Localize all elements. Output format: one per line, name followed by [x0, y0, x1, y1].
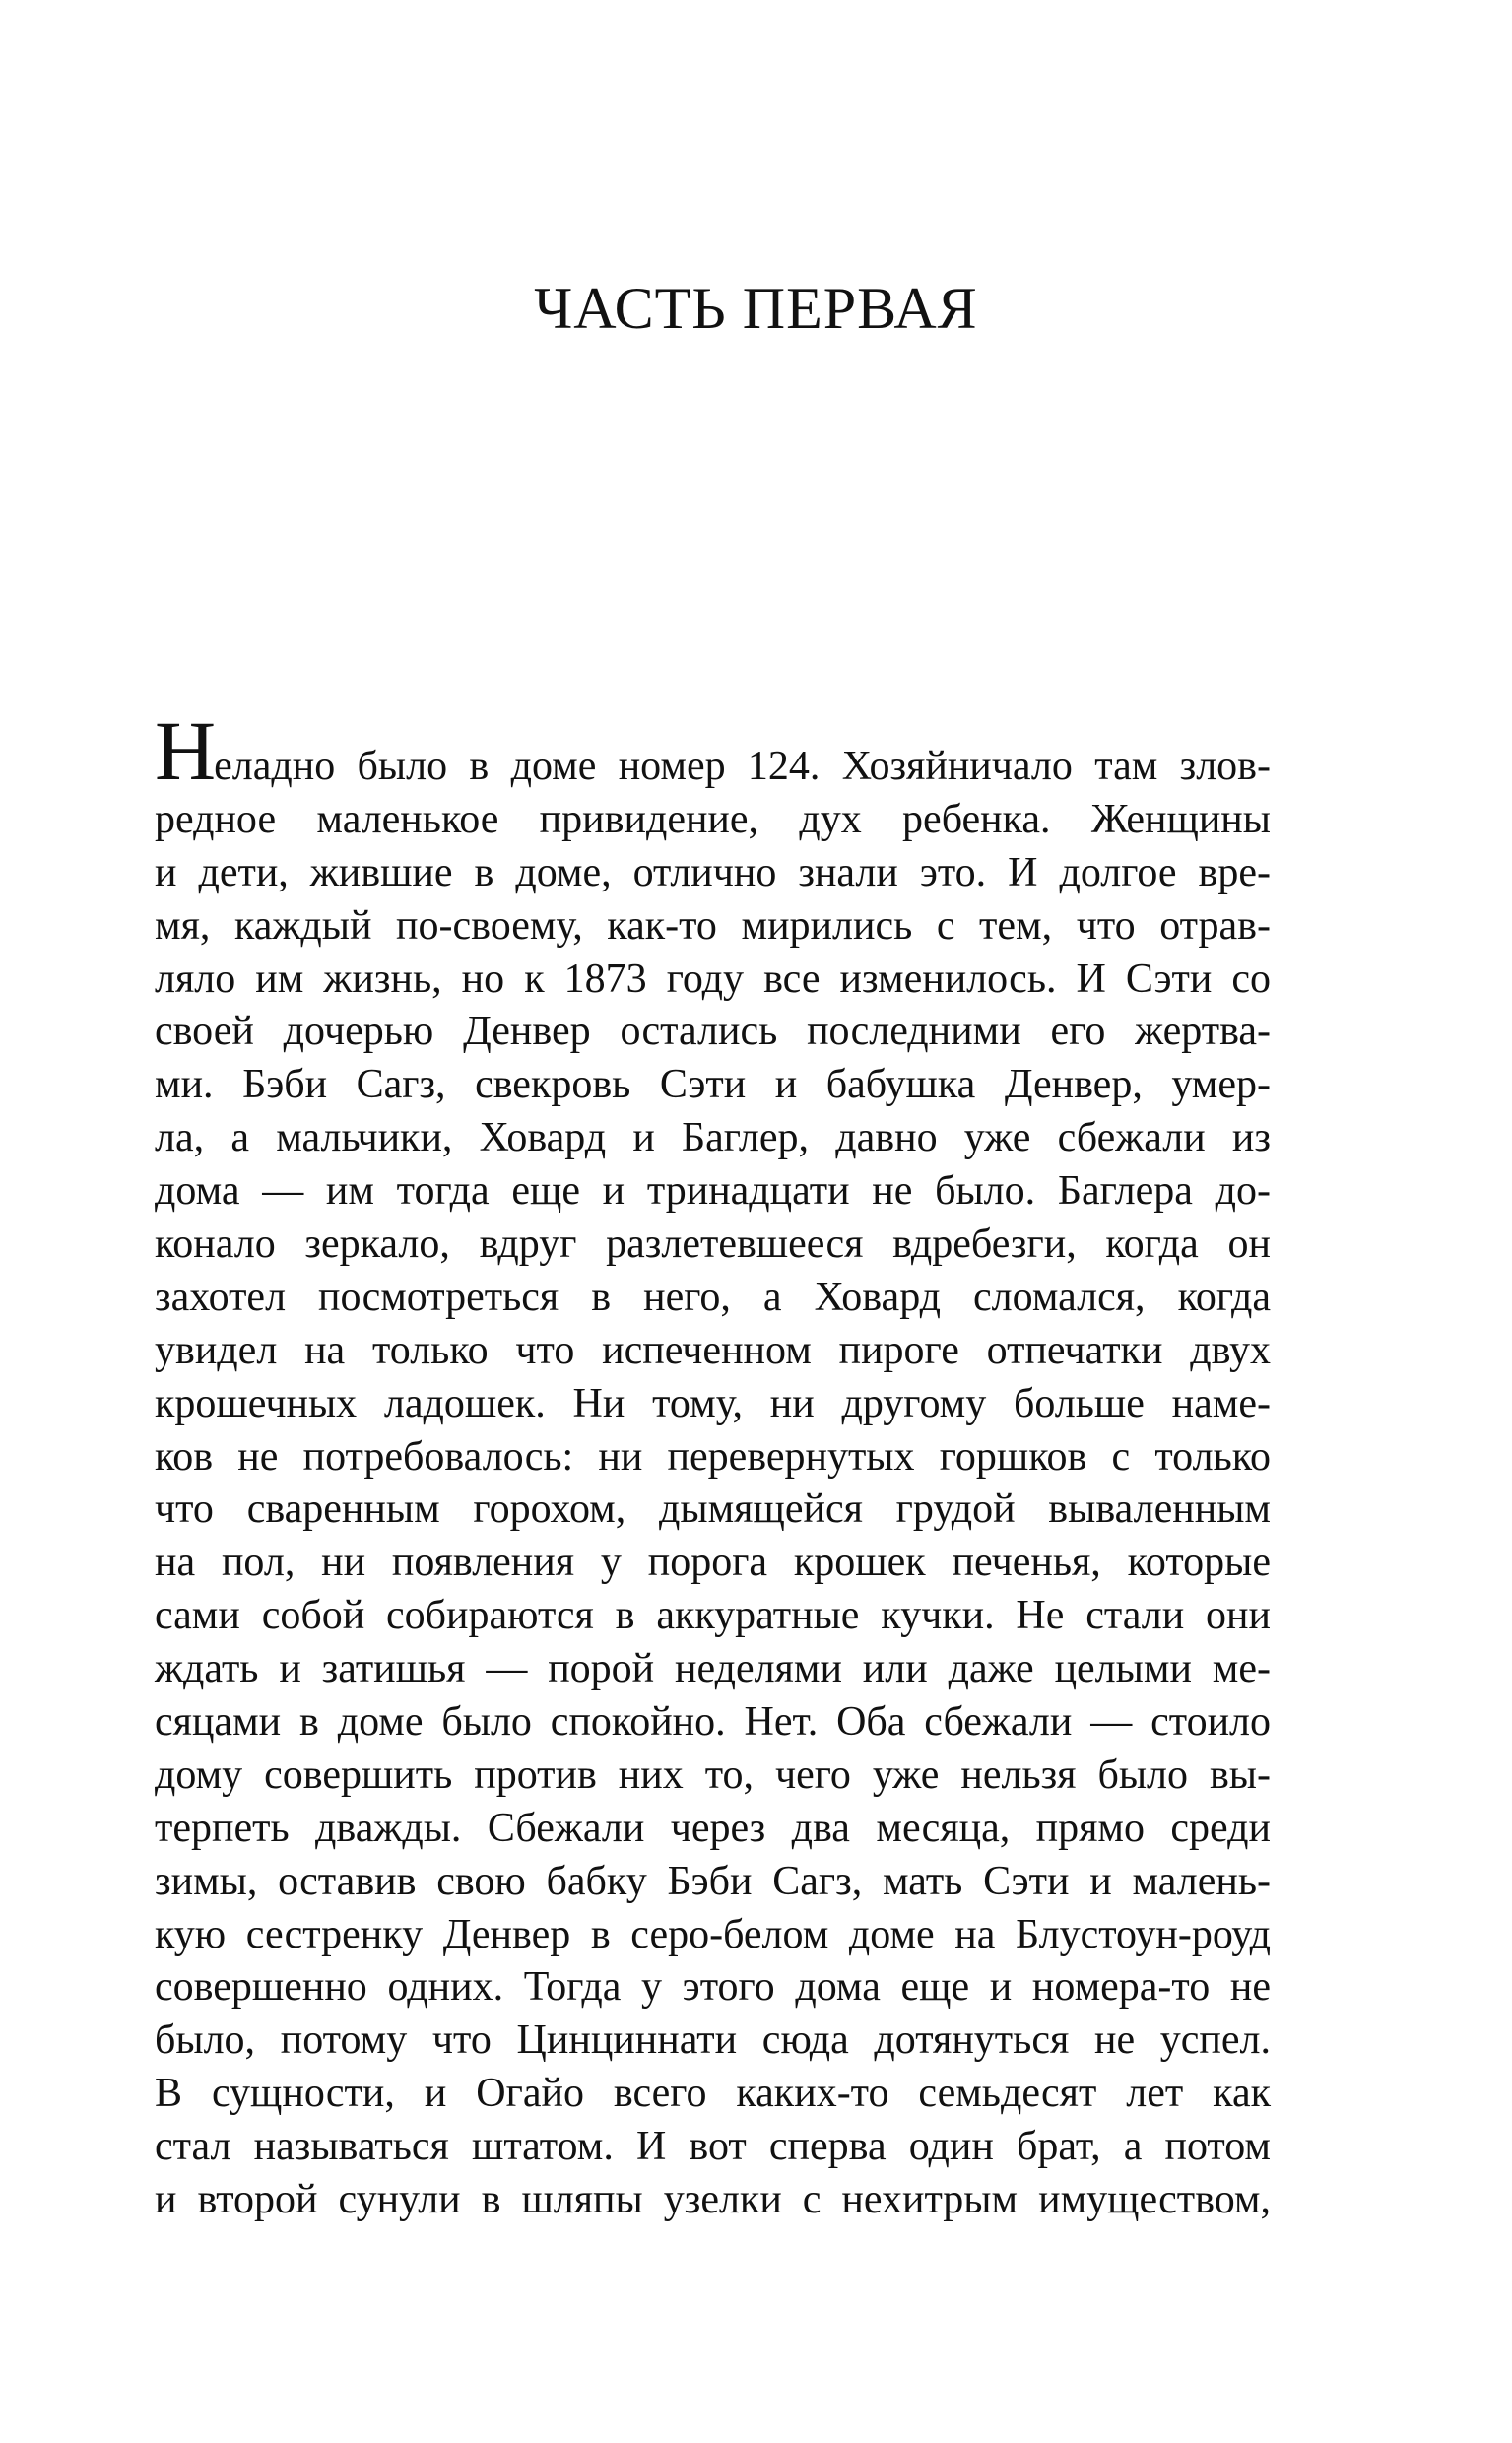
first-line-text: еладно было в доме номер 124. Хозяйничало там злов-: [214, 744, 1271, 789]
text-line: ков не потребовалось: ни перевернутых горшков с только: [155, 1433, 1271, 1480]
text-line: мя, каждый по-своему, как-то мирились с тем, что отрав-: [155, 902, 1271, 949]
text-line: сяцами в доме было спокойно. Нет. Оба сбежали — стоило: [155, 1699, 1271, 1746]
drop-cap: Н: [155, 703, 215, 798]
text-line: зимы, оставив свою бабку Бэби Сагз, мать Сэти и малень-: [155, 1858, 1271, 1904]
body-text: [155, 703, 1271, 2227]
text-line: и второй сунули в шляпы узелки с нехитрым имуществом,: [155, 2177, 1271, 2223]
text-line: ждать и затишья — порой неделями или даже целыми ме-: [155, 1646, 1271, 1692]
text-line: что сваренным горохом, дымящейся грудой вываленным: [155, 1486, 1271, 1533]
text-line: ла, а мальчики, Ховард и Баглер, давно уже сбежали из: [155, 1115, 1271, 1161]
text-line: терпеть дважды. Сбежали через два месяца, прямо среди: [155, 1805, 1271, 1851]
text-line: захотел посмотреться в него, а Ховард сломался, когда: [155, 1274, 1271, 1320]
text-line: было, потому что Цинциннати сюда дотянуться не успел.: [155, 2017, 1271, 2064]
text-line: сами собой собираются в аккуратные кучки. Не стали они: [155, 1593, 1271, 1639]
text-line: и дети, жившие в доме, отлично знали это. И долгое вре-: [155, 849, 1271, 895]
text-line: кую сестренку Денвер в серо-белом доме на Блустоун-роуд: [155, 1911, 1271, 1957]
text-line: крошечных ладошек. Ни тому, ни другому больше наме-: [155, 1380, 1271, 1426]
text-line: ляло им жизнь, но к 1873 году все изменилось. И Сэти со: [155, 956, 1271, 1002]
text-line: дому совершить против них то, чего уже нельзя было вы-: [155, 1751, 1271, 1798]
text-line: на пол, ни появления у порога крошек печенья, которые: [155, 1540, 1271, 1586]
text-line: В сущности, и Огайо всего каких-то семьдесят лет как: [155, 2071, 1271, 2117]
text-line: дома — им тогда еще и тринадцати не было. Баглера до-: [155, 1168, 1271, 1215]
text-line: конало зеркало, вдруг разлетевшееся вдребезги, когда он: [155, 1222, 1271, 1268]
text-line: увидел на только что испеченном пироге отпечатки двух: [155, 1327, 1271, 1373]
text-line: стал называться штатом. И вот сперва один брат, а потом: [155, 2124, 1271, 2170]
text-line: своей дочерью Денвер остались последними его жертва-: [155, 1009, 1271, 1055]
text-line-first: [155, 703, 1271, 798]
text-line: ми. Бэби Сагз, свекровь Сэти и бабушка Денвер, умер-: [155, 1062, 1271, 1108]
part-heading: ЧАСТЬ ПЕРВАЯ: [534, 276, 978, 341]
text-line: редное маленькое привидение, дух ребенка. Женщины: [155, 796, 1271, 842]
text-line: совершенно одних. Тогда у этого дома еще и номера-то не: [155, 1964, 1271, 2011]
